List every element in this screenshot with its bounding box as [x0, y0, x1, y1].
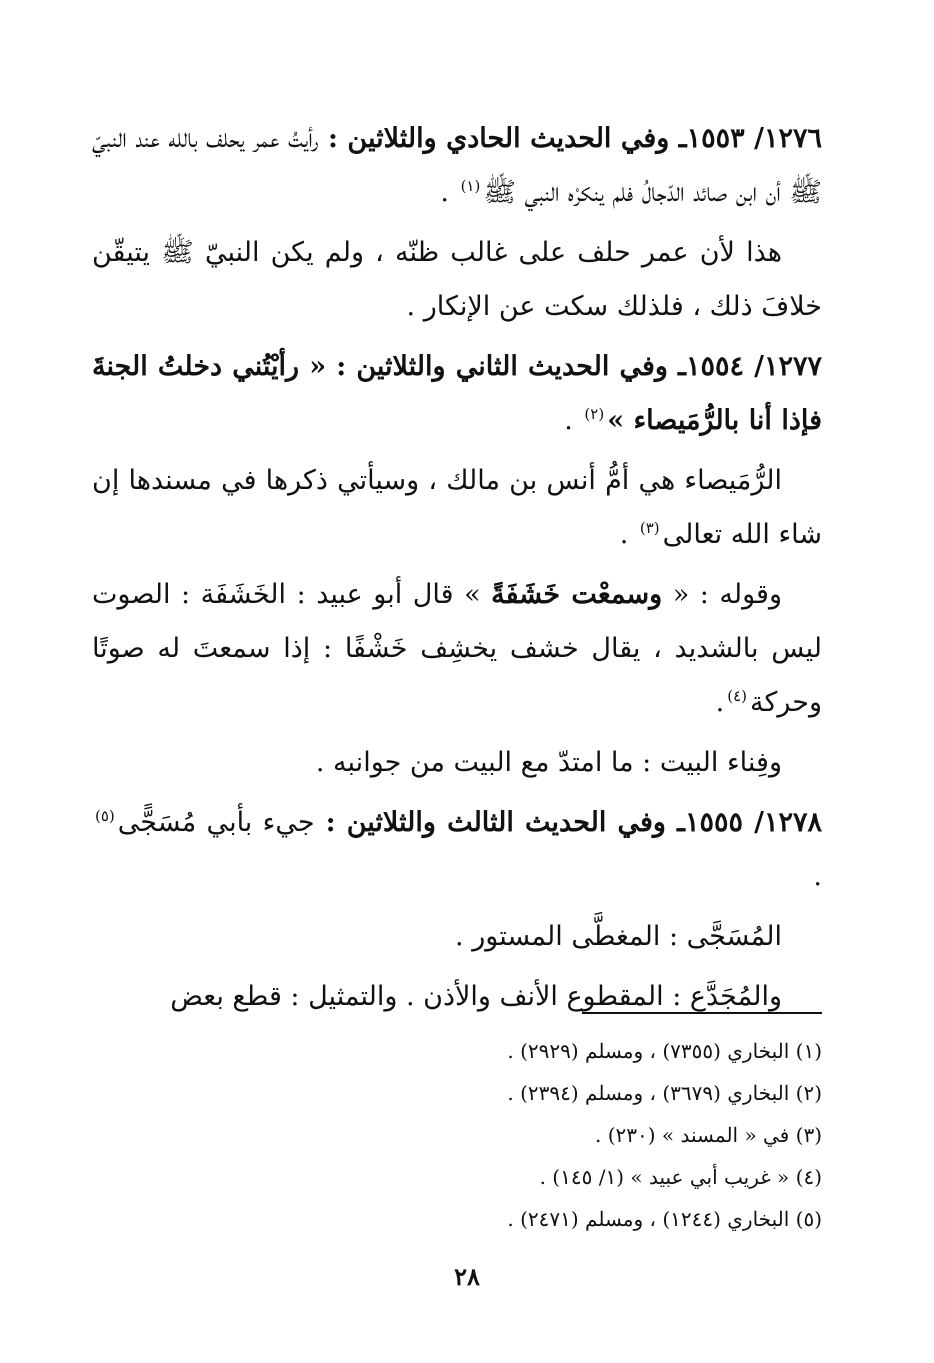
text-run: هذا لأن عمر حلف على غالب ظنّه ، ولم يكن النبيّ ﷺ يتيقّن خلافَ ذلك ، فلذلك سكت عن الإنكار .: [92, 237, 822, 322]
paragraph: [92, 736, 822, 790]
text-run: وفِناء البيت : ما امتدّ مع البيت من جوانبه .: [315, 747, 782, 778]
bold-text: ١٢٧٨/ ١٥٥٥ـ وفي الحديث الثالث والثلاثين :: [314, 807, 822, 838]
paragraph: [92, 970, 822, 1024]
footnote: (١) البخاري (٧٣٥٥) ، ومسلم (٢٩٢٩) .: [507, 1039, 822, 1063]
paragraph: [92, 340, 822, 448]
footnote-separator: [582, 1012, 822, 1014]
bold-text: وسمعْت خَشَفَةً: [491, 579, 663, 610]
page-number: ٢٨: [454, 1262, 480, 1291]
text-run: المُسَجَّى : المغطَّى المستور .: [455, 921, 782, 952]
footnote-reference: (٣): [639, 519, 660, 537]
footnote: (٣) في « المسند » (٢٣٠) .: [594, 1123, 822, 1147]
text-run: وقوله : «: [662, 579, 782, 610]
bold-text: ١٢٧٦/ ١٥٥٣ـ وفي الحديث الحادي والثلاثين :: [318, 123, 823, 154]
footnote-reference: (٢): [584, 405, 605, 423]
paragraph: [92, 454, 822, 562]
footnote-reference: (١): [460, 177, 481, 195]
bold-text: ١٢٧٧/ ١٥٥٤ـ وفي الحديث الثاني والثلاثين : « رأيْتُني دخلتُ الجنةَ فإذا أنا بالرُّمَيصاء »: [92, 351, 822, 436]
text-run: جيء بأبي مُسَجًّى: [117, 807, 315, 838]
text-run: رأيتُ عمر يحلف بالله عند النبيّ ﷺ أن ابن صائد الدّجالُ فلم ينكرْه النبي ﷺ: [92, 123, 822, 208]
paragraph: [92, 568, 822, 730]
paragraph: [92, 796, 822, 904]
text-run: .: [564, 405, 582, 436]
text-run: والمُجَدَّع : المقطوع الأنف والأذن . والتمثيل : قطع بعض: [170, 981, 782, 1012]
footnote: (٢) البخاري (٣٦٧٩) ، ومسلم (٢٣٩٤) .: [507, 1081, 822, 1105]
footnote: (٥) البخاري (١٢٤٤) ، ومسلم (٢٤٧١) .: [507, 1207, 822, 1231]
paragraph: [92, 910, 822, 964]
paragraph: [92, 226, 822, 334]
text-run: .: [813, 861, 822, 892]
footnote-reference: (٥): [95, 807, 115, 825]
footnote-reference: (٤): [727, 687, 748, 705]
text-run: الرُّمَيصاء هي أمُّ أنس بن مالك ، وسيأتي ذكرها في مسندها إن شاء الله تعالى: [92, 465, 822, 550]
main-text: [92, 112, 822, 1030]
text-run: .: [619, 519, 637, 550]
footnotes: [322, 1030, 822, 1240]
paragraph: [92, 112, 822, 220]
text-run: .: [440, 177, 458, 208]
text-run: » قال أبو عبيد : الخَشَفَة : الصوت ليس بالشديد ، يقال خشف يخشِف خَشْفًا : إذا سمعتَ له صوتًا وحركة: [92, 579, 822, 718]
footnote: (٤) « غريب أبي عبيد » (١/ ١٤٥) .: [539, 1165, 822, 1189]
text-run: .: [715, 687, 725, 718]
